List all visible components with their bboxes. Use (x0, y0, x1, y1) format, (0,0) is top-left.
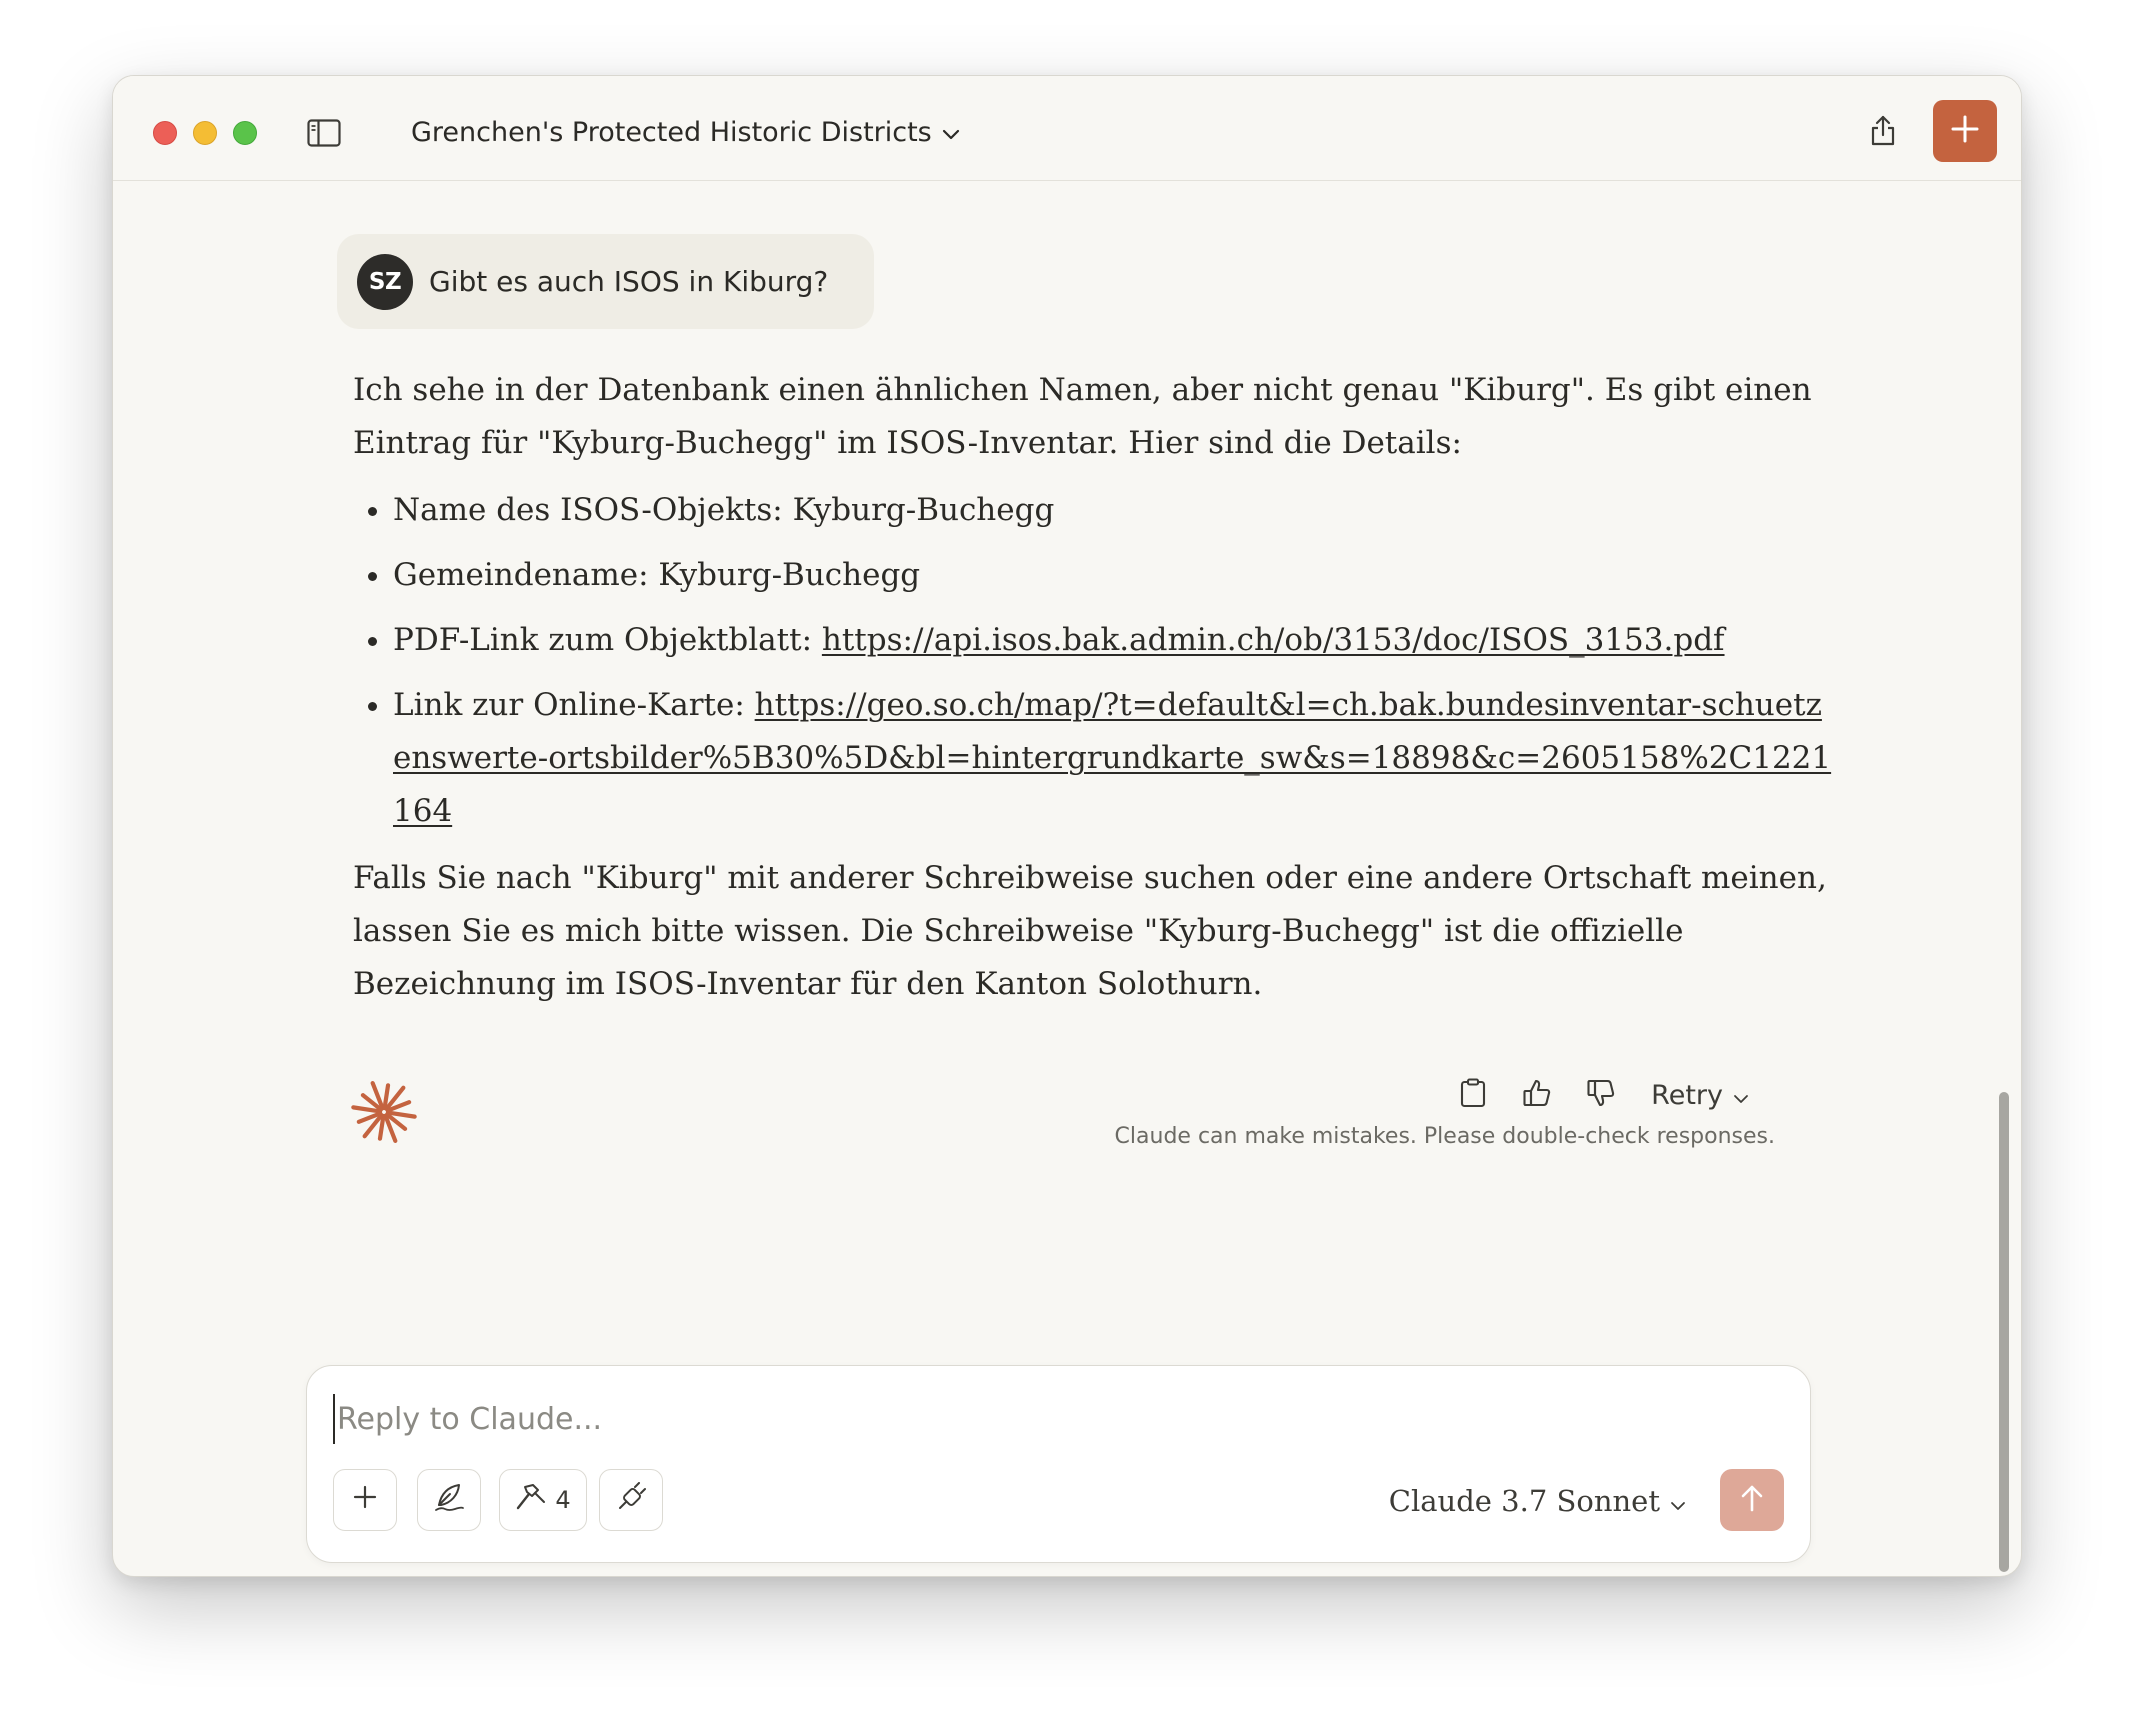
integrations-button[interactable] (599, 1469, 663, 1531)
list-item (393, 614, 1833, 667)
hammer-icon (515, 1482, 547, 1518)
avatar[interactable]: SZ (357, 254, 413, 310)
response-intro: Ich sehe in der Datenbank einen ähnlichen Namen, aber nicht genau "Kiburg". Es gibt einen Eintrag für "Kyburg-Buchegg" im ISOS-Inventar. Hier sind die Details: (353, 372, 1812, 461)
plug-icon (616, 1482, 646, 1518)
bullet-text: Gemeindename: Kyburg-Buchegg (393, 557, 921, 593)
list-item (393, 679, 1833, 838)
sidebar-toggle-icon[interactable] (307, 119, 341, 147)
chevron-down-icon (1733, 1080, 1749, 1111)
message-actions (1455, 1072, 1749, 1118)
tools-count: 4 (555, 1486, 571, 1514)
style-button[interactable] (417, 1469, 481, 1531)
conversation-title: Grenchen's Protected Historic Districts (411, 116, 932, 148)
thumbs-down-icon (1586, 1078, 1616, 1113)
response-bullet-list (353, 484, 1833, 838)
claude-starburst-icon (350, 1078, 418, 1146)
plus-icon (353, 1485, 377, 1515)
feather-pen-icon (433, 1481, 465, 1519)
retry-button[interactable] (1651, 1080, 1749, 1111)
bullet-text: Link zur Online-Karte: (393, 687, 755, 723)
map-link[interactable]: https://geo.so.ch/map/?t=default&l=ch.bak.bundesinventar-schuetzenswerte-ortsbilder%5B30%5D&bl=hintergrundkarte_sw&s=18898&c=2605158%2C1221164 (393, 687, 1832, 829)
thumbs-down-button[interactable] (1583, 1077, 1619, 1113)
share-button[interactable] (1863, 112, 1903, 152)
clipboard-icon (1460, 1078, 1486, 1113)
thumbs-up-icon (1522, 1078, 1552, 1113)
pdf-link[interactable]: https://api.isos.bak.admin.ch/ob/3153/doc/ISOS_3153.pdf (821, 622, 1725, 658)
user-message (337, 234, 874, 329)
maximize-window-button[interactable] (233, 121, 257, 145)
arrow-up-icon (1739, 1484, 1765, 1517)
model-label: Claude 3.7 Sonnet (1388, 1484, 1660, 1518)
bullet-text: PDF-Link zum Objektblatt: (393, 622, 822, 658)
plus-icon (1950, 114, 1980, 149)
title-bar (113, 76, 2021, 181)
minimize-window-button[interactable] (193, 121, 217, 145)
new-chat-button[interactable] (1933, 100, 1997, 162)
bullet-text: Name des ISOS-Objekts: Kyburg-Buchegg (393, 492, 1055, 528)
user-message-text: Gibt es auch ISOS in Kiburg? (429, 265, 829, 298)
list-item (393, 549, 1833, 602)
reply-input[interactable] (333, 1394, 1733, 1444)
response-outro: Falls Sie nach "Kiburg" mit anderer Schreibweise suchen oder eine andere Ortschaft meinen, lassen Sie es mich bitte wissen. Die Schreibweise "Kyburg-Buchegg" ist die offizielle Bezeichnung im ISOS-Inventar für den Kanton Solothurn. (353, 860, 1827, 1002)
scrollbar[interactable] (1999, 1092, 2009, 1572)
conversation-title-dropdown[interactable] (411, 112, 960, 152)
retry-label: Retry (1651, 1079, 1723, 1111)
thumbs-up-button[interactable] (1519, 1077, 1555, 1113)
copy-button[interactable] (1455, 1077, 1491, 1113)
attach-button[interactable] (333, 1469, 397, 1531)
tools-button[interactable] (499, 1469, 587, 1531)
share-icon (1869, 113, 1897, 152)
list-item (393, 484, 1833, 537)
app-window (112, 75, 2022, 1577)
assistant-response (353, 364, 1833, 1011)
chevron-down-icon (942, 117, 960, 148)
chevron-down-icon (1670, 1484, 1686, 1518)
send-button[interactable] (1720, 1469, 1784, 1531)
model-selector[interactable] (1389, 1476, 1686, 1526)
message-composer (306, 1365, 1811, 1563)
disclaimer-text: Claude can make mistakes. Please double-check responses. (1114, 1124, 1775, 1149)
close-window-button[interactable] (153, 121, 177, 145)
